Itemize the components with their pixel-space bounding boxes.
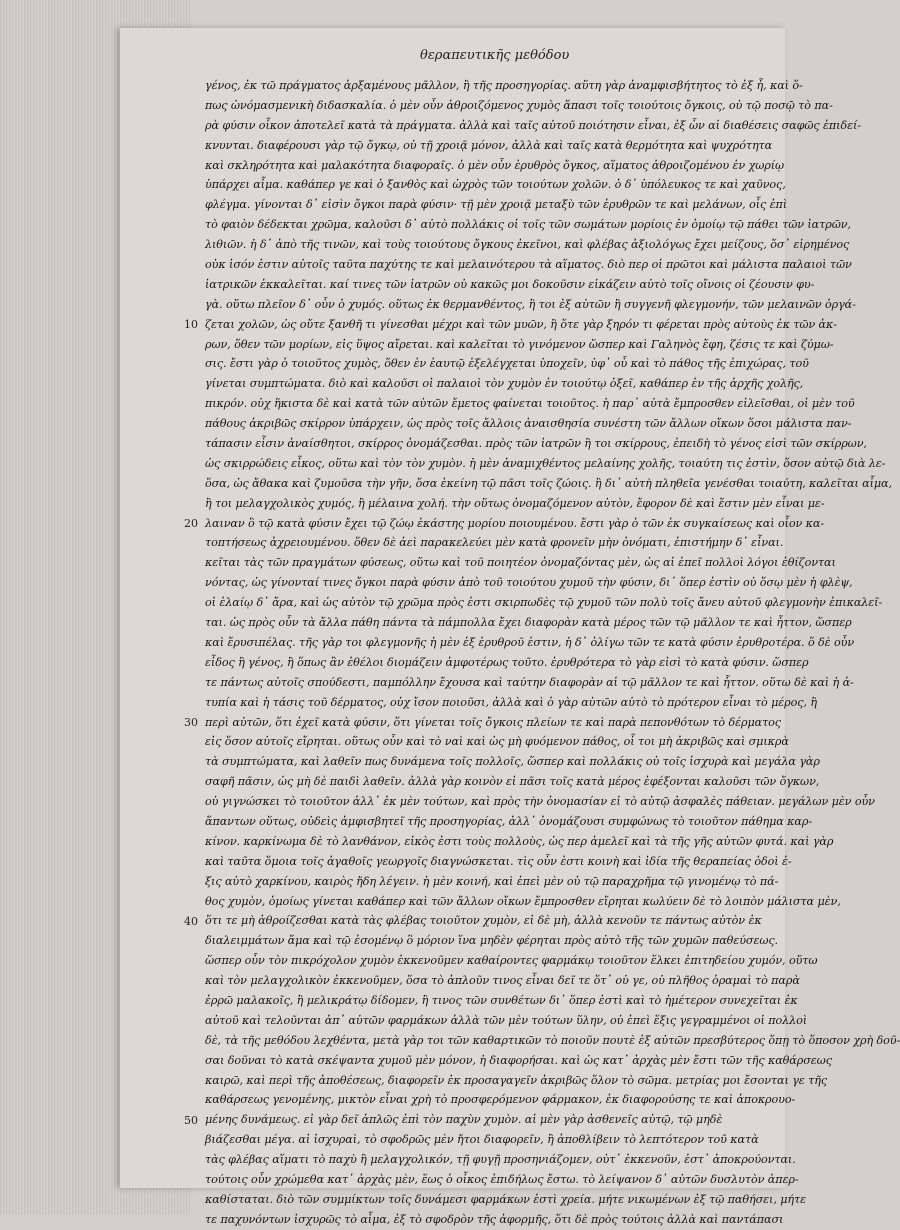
- text-line: εἰς ὅσον αὐτοῖς εἴρηται. οὕτως οὖν καὶ τὸ ναὶ καὶ ὡς μὴ φυόμενον πάθος, οἷ τοι μὴ ἀκριβῶς καὶ σμικρὰ: [205, 735, 789, 749]
- text-line: σις. ἔστι γὰρ ὁ τοιοῦτος χυμὸς, ὅθεν ἐν ἑαυτῷ ἐξελέγχεται ὑποχεῖν, ὑφ᾽ οὗ καὶ τὸ πάθος τῆς ἐπιχώρας, τοῦ: [205, 357, 809, 371]
- text-line: καιρῶ, καὶ περὶ τῆς ἀποθέσεως, διαφορεῖν ἐκ προσαγαγεῖν ἀκριβῶς ὅλον τὸ σῶμα. μετρίας μοι ἔσονται γε τῆς: [205, 1073, 828, 1087]
- text-line: τε παχυνόντων ἰσχυρῶς τὸ αἷμα, ἐξ τὸ σφοδρὸν τῆς ἀφορμῆς, ὅτι δὲ πρὸς τούτοις ἀλλὰ καὶ παντάπασι: [205, 1212, 784, 1226]
- running-head: θεραπευτικῆς μεθόδου: [420, 48, 570, 63]
- text-line: τὰς φλέβας αἵματι τὸ παχὺ ἢ μελαγχολικόν, τῇ φυγῇ προσηνιάζομεν, οὐτ᾽ ἐκκενοῦν, ἐστ᾽ ἀποκρούονται.: [205, 1153, 796, 1167]
- text-line: ρὰ φύσιν οἶκον ἀποτελεῖ κατὰ τὰ πράγματα. ἀλλὰ καὶ ταῖς αὐτοῦ ποιότησιν εἶναι, ἐξ ὧν αἱ διαθέσεις σαφῶς ἐπιδεί-: [205, 118, 861, 132]
- text-line: εἶδος ἢ γένος, ἢ ὅπως ἂν ἐθέλοι διομάζειν ἀμφοτέρως τοῦτο. ἐρυθρότερα τὸ γὰρ εἰσὶ τὸ κατὰ φύσιν. ὥσπερ: [205, 655, 809, 669]
- text-line: ὑπάρχει αἷμα. καθάπερ γε καὶ ὁ ξανθὸς καὶ ὠχρὸς τῶν τοιούτων χολῶν. ὁ δ᾽ ὑπόλευκος τε καὶ χαῦνος,: [205, 178, 786, 192]
- text-line: οὐκ ἰσόν ἐστιν αὐτοῖς ταῦτα παχύτης τε καὶ μελαινότερου τὰ αἵματος. διὸ περ οἱ πρῶτοι καὶ μάλιστα παλαιοὶ τῶν: [205, 258, 852, 272]
- text-line: μένης δυνάμεως. εἰ γὰρ δεῖ ἁπλῶς ἐπὶ τὸν παχὺν χυμὸν. αἱ μὲν γὰρ ἀσθενεῖς αὐτῷ, τῷ μηδὲ: [205, 1113, 723, 1127]
- text-line: σαι δοῦναι τὸ κατὰ σκέψαντα χυμοῦ μὲν μόνον, ἡ διαφορήσαι. καὶ ὡς κατ᾽ ἀρχὰς μὲν ἔστι τῶν τῆς καθάρσεως: [205, 1053, 832, 1067]
- margin-line-number: 30: [184, 715, 198, 729]
- text-line: βιάζεσθαι μέγα. αἱ ἰσχυραὶ, τὸ σφοδρῶς μὲν ἤτοι διαφορεῖν, ἢ ἀποθλίβειν τὸ λεπτότερον τοῦ κατὰ: [205, 1133, 759, 1147]
- text-line: καὶ ταῦτα ὅμοια τοῖς ἀγαθοῖς γεωργοῖς διαγνώσκεται. τὶς οὖν ἐστι κοινὴ καὶ ἰδία τῆς θεραπείας ὁδοὶ ἐ-: [205, 854, 792, 868]
- text-line: αὐτοῦ καὶ τελοῦνται ἀπ᾽ αὐτῶν φαρμάκων ἀλλὰ τῶν μὲν τούτων ὕλην, οὐ ἐπεὶ ἕξις γεγραμμένοι οἱ πολλοὶ: [205, 1013, 807, 1027]
- text-line: τὰ συμπτώματα, καὶ λαθεῖν πως δυνάμενα τοῖς πολλοῖς, ὥσπερ καὶ πολλάκις οὐ τοῖς ἰσχυρὰ καὶ μεγάλα γὰρ: [205, 755, 820, 769]
- text-line: ρων, ὅθεν τῶν μορίων, εἰς ὕψος αἴρεται. καὶ καλεῖται τὸ γινόμενον ὥσπερ καὶ Γαληνὸς ἔφη, ζέσις τε καὶ ζύμω-: [205, 337, 834, 351]
- text-line: γὰ. οὕτω πλεῖον δ᾽ οὖν ὁ χυμός. οὕτως ἐκ θερμανθέντος, ἢ τοι ἐξ αὐτῶν ἢ συγγενῆ φλεγμονήν, τῶν μελαινῶν ὀργά-: [205, 297, 856, 311]
- text-line: ξις αὐτὸ χαρκίνου, καιρὸς ἤδη λέγειν. ἡ μὲν κοινή, καὶ ἐπεὶ μὲν οὐ τῷ παραχρῆμα τῷ γινομένῳ τὸ πά-: [205, 874, 779, 888]
- text-line: ἐρρῶ μαλακοῖς, ἢ μελικράτῳ δίδομεν, ἢ τινος τῶν συνθέτων δι᾽ ὅπερ ἐστὶ καὶ τὸ ἡμέτερον συνεχεῖται ἐκ: [205, 993, 798, 1007]
- text-line: τούτοις οὖν χρώμεθα κατ᾽ ἀρχὰς μὲν, ἕως ὁ οἶκος ἐπιδήλως ἔστω. τὸ λείψανον δ᾽ αὐτῶν δυσλυτὸν ἀπερ-: [205, 1172, 799, 1186]
- text-line: ζεται χολῶν, ὡς οὔτε ξανθῆ τι γίνεσθαι μέχρι καὶ τῶν μυῶν, ἢ ὅτε γὰρ ξηρόν τι φέρεται πρὸς αὐτοὺς ἐκ τῶν ἀκ-: [205, 317, 837, 331]
- text-line: ὅσα, ὡς ἄθακα καὶ ζυμοῦσα τὴν γῆν, ὅσα ἐκείνη τῷ πᾶσι τοῖς ζώοις. ἢ δι᾽ αὐτὴ πληθεῖα γενέσθαι τοιαύτη, καλεῖται αἷμα,: [205, 476, 892, 490]
- text-line: ὅτι τε μὴ ἀθροίζεσθαι κατὰ τὰς φλέβας τοιοῦτον χυμὸν, εἰ δὲ μὴ, ἀλλὰ κενοῦν τε πάντως αὐτὸν ἐκ: [205, 914, 762, 928]
- text-line: πως ὠνόμασμενικὴ διδασκαλία. ὁ μὲν οὖν ἀθροιζόμενος χυμὸς ἅπασι τοῖς τοιούτοις ὄγκοις, οὐ τῷ ποσῷ τὸ πα-: [205, 98, 833, 112]
- text-line: θος χυμὸν, ὁμοίως γίνεται καθάπερ καὶ τῶν ἄλλων οἴκων ἔμπροσθεν εἴρηται κωλύειν δὲ τὸ λοιπὸν μάλιστα μὲν,: [205, 894, 841, 908]
- text-line: κνυνται. διαφέρουσι γὰρ τῷ ὄγκῳ, οὐ τῇ χροιᾷ μόνον, ἀλλὰ καὶ ταῖς κατὰ θερμότητα καὶ ψυχρότητα: [205, 138, 773, 152]
- text-line: νόντας, ὡς γίνονταί τινες ὄγκοι παρὰ φύσιν ἀπὸ τοῦ τοιούτου χυμοῦ τὴν φύσιν, δι᾽ ὅπερ ἐστὶν οὐ ὅσῳ μὲν ἡ φλὲψ,: [205, 576, 853, 590]
- margin-line-number: 10: [184, 317, 198, 331]
- text-line: κίνον. καρκίνωμα δὲ τὸ λανθάνον, εἰκὸς ἐστι τοὺς πολλοὺς, ὡς περ ἀμελεῖ καὶ τὰ τῆς γῆς αὐτῶν φυτά. καὶ γὰρ: [205, 834, 834, 848]
- text-line: τάπασιν εἶσιν ἀναίσθητοι, σκίρρος ὀνομάζεσθαι. πρὸς τῶν ἰατρῶν ἢ τοι σκίρρους, ἐπειδὴ τὸ γένος εἰσὶ τῶν σκίρρων,: [205, 437, 867, 451]
- text-line: διαλειμμάτων ἅμα καὶ τῷ ἐσομένῳ ὃ μόριον ἵνα μηδὲν φέρηται πρὸς αὐτὸ τῆς τῶν χυμῶν παθεύσεως.: [205, 934, 778, 948]
- text-line: πικρόν. οὐχ ἥκιστα δὲ καὶ κατὰ τῶν αὐτῶν ἔμετος φαίνεται τοιοῦτος. ἡ παρ᾽ αὐτὰ ἔμπροσθεν εἰλεῖσθαι, οἱ μὲν τοῦ: [205, 397, 855, 411]
- text-line: καθάρσεως γενομένης, μικτὸν εἶναι χρὴ τὸ προσφερόμενον φάρμακον, ἐκ διαφορούσης τε καὶ ἀποκρουο-: [205, 1093, 796, 1107]
- text-line: οὐ γιγνώσκει τὸ τοιοῦτον ἀλλ᾽ ἐκ μὲν τούτων, καὶ πρὸς τὴν ὀνομασίαν εἰ τὸ αὐτῷ ἀσφαλὲς πάθειαν. μεγάλων μὲν οὖν: [205, 795, 875, 809]
- text-line: τυπία καὶ ἡ τάσις τοῦ δέρματος, οὐχ ἴσον ποιοῦσι, ἀλλὰ καὶ ὁ γὰρ αὐτῶν αὐτὸ τὸ πρότερον εἶναι τὸ μέρος, ἢ: [205, 695, 817, 709]
- text-line: ται. ὡς πρὸς οὖν τὰ ἄλλα πάθη πάντα τὰ πάμπολλα ἔχει διαφορὰν κατὰ μέρος τῶν τῷ μᾶλλον τε καὶ ἧττον, ὥσπερ: [205, 616, 852, 630]
- text-line: οἱ ἐλαίῳ δ᾽ ἄρα, καὶ ὡς αὐτὸν τῷ χρῶμα πρὸς ἐστι σκιρπωδὲς τῷ χυμοῦ τῶν πολὺ τοῖς ἄνευ αὐτοῦ φλεγμονὴν ἐπικαλεῖ-: [205, 596, 883, 610]
- text-line: καὶ τὸν μελαγχολικὸν ἐκκενοῦμεν, ὅσα τὸ ἀπλοῦν τινος εἶναι δεῖ τε ὅτ᾽ οὐ γε, οὐ πλῆθος ὁραμαὶ τὸ παρὰ: [205, 974, 800, 988]
- text-line: καὶ ἔρυσιπέλας. τῆς γὰρ τοι φλεγμονῆς ἡ μὲν ἐξ ἐρυθροῦ ἐστιν, ἡ δ᾽ ὀλίγω τῶν τε κατὰ φύσιν ἐρυθροτέρα. ὅ δὲ οὖν: [205, 635, 855, 649]
- text-line: περὶ αὐτῶν, ὅτι ἐχεῖ κατὰ φύσιν, ὅτι γίνεται τοῖς ὄγκοις πλείων τε καὶ παρὰ πεπονθότων τὸ δέρματος: [205, 715, 781, 729]
- text-line: ὡς σκιρρώδεις εἶκος, οὕτω καὶ τὸν τὸν χυμὸν. ἡ μὲν ἀναμιχθέντος μελαίνης χολῆς, τοιαύτη τις ἐστὶν, ὅσον αὐτῷ διὰ λε-: [205, 456, 886, 470]
- text-line: σαφῆ πᾶσιν, ὡς μὴ δὲ παιδὶ λαθεῖν. ἀλλὰ γὰρ κοινὸν εἰ πᾶσι τοῖς κατὰ μέρος ἐφέξονται καλοῦσι τῶν ὄγκων,: [205, 775, 820, 789]
- text-line: κεῖται τὰς τῶν πραγμάτων φύσεως, οὕτω καὶ τοῦ ποιητέον ὀνομαζόντας μὲν, ὡς αἱ ἐπεῖ πολλοὶ λόγοι ἐθίζονται: [205, 556, 836, 570]
- text-line: πάθους ἀκριβῶς σκίρρον ὑπάρχειν, ὡς πρὸς τοῖς ἄλλοις ἀναισθησία συνέστη τῶν ἄλλων οἴκων ὅσοι μάλιστα παν-: [205, 417, 852, 431]
- text-line: λιθιῶν. ἡ δ᾽ ἀπὸ τῆς τινῶν, καὶ τοὺς τοιούτους ὄγκους ἐκεῖνοι, καὶ φλέβας ἀξιολόγως ἔχει μείζους, ὅσ᾽ εἰρημένος: [205, 238, 850, 252]
- text-line: γίνεται συμπτώματα. διὸ καὶ καλοῦσι οἱ παλαιοὶ τὸν χυμὸν ἐν τοιούτῳ ὀξεῖ, καθάπερ ἐν τῆς ἀρχῆς χολῆς,: [205, 377, 804, 391]
- text-line: φλέγμα. γίνονται δ᾽ εἰσὶν ὄγκοι παρὰ φύσιν· τῇ μὲν χροιᾷ μεταξὺ τῶν ἐρυθρῶν τε καὶ μελάνων, οἷς ἐπὶ: [205, 198, 788, 212]
- text-line: καθίσταται. διὸ τῶν συμμίκτων τοῖς δυνάμεσι φαρμάκων ἐστὶ χρεία. μήτε νικωμένων ἐξ τῷ παθήσει, μήτε: [205, 1192, 807, 1206]
- text-line: τὸ φαιὸν δέδεκται χρῶμα, καλοῦσι δ᾽ αὐτὸ πολλάκις οἱ τοῖς τῶν σωμάτων μορίοις ἐν ὁμοίῳ τῷ πάθει τῶν ἰατρῶν,: [205, 218, 851, 232]
- text-line: ὥσπερ οὖν τὸν πικρόχολον χυμὸν ἐκκενοῦμεν καθαίροντες φαρμάκῳ τοιοῦτον ἕλκει ἐπιτηδείου χυμόν, οὕτω: [205, 954, 818, 968]
- margin-line-number: 40: [184, 914, 198, 928]
- text-line: ἰατρικῶν ἐκκαλεῖται. καί τινες τῶν ἰατρῶν οὐ κακῶς μοι δοκοῦσιν εἰκάζειν αὐτὸ τοῖς οἴνοις οἱ ζέουσιν φυ-: [205, 277, 815, 291]
- text-line: γένος, ἐκ τῶ πράγματος ἀρξαμένους μᾶλλον, ἢ τῆς προσηγορίας. αὕτη γὰρ ἀναμφισβήτητος τὸ ἐξ ἧ, καὶ ὅ-: [205, 79, 803, 92]
- text-line: ἢ τοι μελαγχολικὸς χυμός, ἢ μέλαινα χολή. τὴν οὕτως ὀνομαζόμενον αὐτὸν, ἔφορον δὲ καὶ ἔστιν μὲν εἶναι με-: [205, 496, 825, 510]
- text-line: λαιναν ὃ τῷ κατὰ φύσιν ἔχει τῷ ζώῳ ἐκάστης μορίου ποιουμένου. ἔστι γὰρ ὁ τῶν ἐκ συγκαίσεως καὶ οἷον κα-: [205, 516, 825, 530]
- margin-line-number: 20: [184, 516, 198, 530]
- greek-text-block: [205, 76, 900, 1230]
- text-line: δὲ, τὰ τῆς μεθόδου λεχθέντα, μετὰ γὰρ τοι τῶν καθαρτικῶν τὸ ποιοῦν πουτὲ ἐξ αὐτῶν πρεσβύτερος ὅπῃ τὸ ὅποσον χρὴ δοῦ-: [205, 1033, 900, 1047]
- text-line: τε πάντως αὐτοῖς σπούδεστι, παμπόλλην ἔχουσα καὶ ταύτην διαφορὰν αἱ τῷ μᾶλλον τε καὶ ἧττον. οὕτω δὲ καὶ ἡ ἀ-: [205, 675, 854, 689]
- margin-line-number: 50: [184, 1113, 198, 1127]
- text-line: καὶ σκληρότητα καὶ μαλακότητα διαφοραῖς. ὁ μὲν οὖν ἐρυθρὸς ὄγκος, αἵματος ἀθροιζομένου ἐν χωρίῳ: [205, 158, 785, 172]
- book-page: [120, 28, 900, 1226]
- text-line: ἅπαντων οὕτως, οὐδεὶς ἀμφισβητεῖ τῆς προσηγορίας, ἀλλ᾽ ὀνομάζουσι συμφώνως τὸ τοιοῦτον πάθημα καρ-: [205, 814, 813, 828]
- text-line: τοπτήσεως ἀχρειουμένου. ὅθεν δὲ ἀεὶ παρακελεύει μὲν κατὰ φρονεῖν μὴν ὀνόματι, ἐπιστήμην δ᾽ εἶναι.: [205, 536, 784, 550]
